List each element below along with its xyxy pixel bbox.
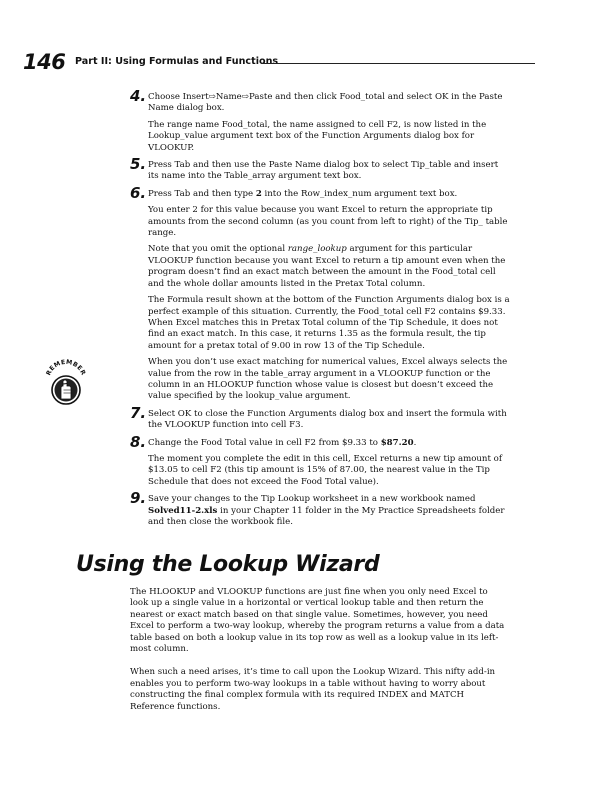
step-text: Change the Food Total value in cell F2 from $9.33 to $87.20.: [148, 437, 417, 448]
step-text: Save your changes to the Tip Lookup worksheet in a new workbook named Solved11-2.xls in your Chapter 11 folder in the My Practice Spreadsheets folder and then close the workbook file.: [148, 494, 505, 527]
page-header: [23, 50, 535, 74]
step-paragraph: You enter 2 for this value because you want Excel to return the appropriate tip amounts from the second column (as you count from left to right) of the Tip_ table range.: [148, 205, 508, 239]
step-9: [130, 489, 510, 528]
body-paragraph: When such a need arises, it’s time to call upon the Lookup Wizard. This nifty add-in enables you to perform two-way lookups in a table without having to worry about constructing the final complex formula with its required INDEX and MATCH Reference functions.: [130, 667, 496, 712]
remember-paragraph: When you don’t use exact matching for numerical values, Excel always selects the value from the row in the table_array argument in a VLOOKUP function or the column in an HLOOKUP function whose value is closest but doesn’t exceed the value specified by the lookup_value argument.: [148, 357, 508, 402]
header-rule: [261, 63, 535, 64]
page-number: 146: [23, 50, 66, 74]
step-number: 4.: [130, 87, 147, 105]
step-text: Press Tab and then type 2 into the Row_index_num argument text box.: [148, 188, 458, 199]
step-5: [130, 155, 510, 183]
section-body: [130, 587, 508, 725]
svg-text:REMEMBER: [45, 359, 87, 377]
step-text: Choose Insert⇨Name⇨Paste and then click Food_total and select OK in the Paste Name dialog box.: [148, 92, 503, 114]
step-text: Press Tab and then use the Paste Name dialog box to select Tip_table and insert its name into the Table_array argument text box.: [148, 160, 499, 182]
step-7: [130, 403, 510, 432]
step-paragraph: The moment you complete the edit in this cell, Excel returns a new tip amount of $13.05 to cell F2 (this tip amount is 15% of 87.00, the nearest value in the Tip Schedule that does not exceed the Food Total value).: [148, 453, 502, 487]
step-number: 9.: [130, 489, 147, 508]
body-paragraph: The HLOOKUP and VLOOKUP functions are just fine when you only need Excel to look up a single value in a horizontal or vertical lookup table and then return the nearest or exact match based on that single value. Sometimes, however, you need Excel to perform a two-way lookup, whereby the program returns a value from a data table based on both a lookup value in its top row as well as a lookup value in its left-most column.: [130, 587, 505, 655]
step-paragraph: The range name Food_total, the name assigned to cell F2, is now listed in the Lookup_value argument text box of the Function Arguments dialog box for VLOOKUP.: [148, 119, 487, 153]
step-number: 5.: [130, 155, 147, 174]
step-paragraph: Note that you omit the optional range_lookup argument for this particular VLOOKUP function because you want Excel to return a tip amount even when the program doesn’t find an exact match between the amount in the Food_total cell and the whole dollar amounts listed in the Pretax Total column.: [148, 244, 506, 289]
remember-label: REMEMBER: [45, 358, 87, 377]
step-4: [130, 87, 510, 154]
step-text: Select OK to close the Function Arguments dialog box and insert the formula with the VLOOKUP function into cell F3.: [148, 408, 507, 431]
step-number: 7.: [130, 403, 147, 422]
step-6: [130, 183, 510, 403]
step-paragraph: The Formula result shown at the bottom of the Function Arguments dialog box is a perfect example of this situation. Currently, the Food_total cell F2 contains $9.33. When Excel matches this in Pretax Total column of the Tip Schedule, it does not find an exact match. In this case, it returns 1.35 as the formula result, the tip amount for a pretax total of 9.00 in row 13 of the Tip Schedule.: [148, 295, 510, 351]
steps-list: [130, 87, 510, 534]
step-number: 8.: [130, 432, 147, 451]
part-title: Part II: Using Formulas and Functions: [75, 56, 279, 67]
remember-icon: [44, 355, 88, 411]
step-number: 6.: [130, 183, 147, 202]
section-heading: Using the Lookup Wizard: [76, 552, 380, 577]
step-8: [130, 432, 510, 489]
